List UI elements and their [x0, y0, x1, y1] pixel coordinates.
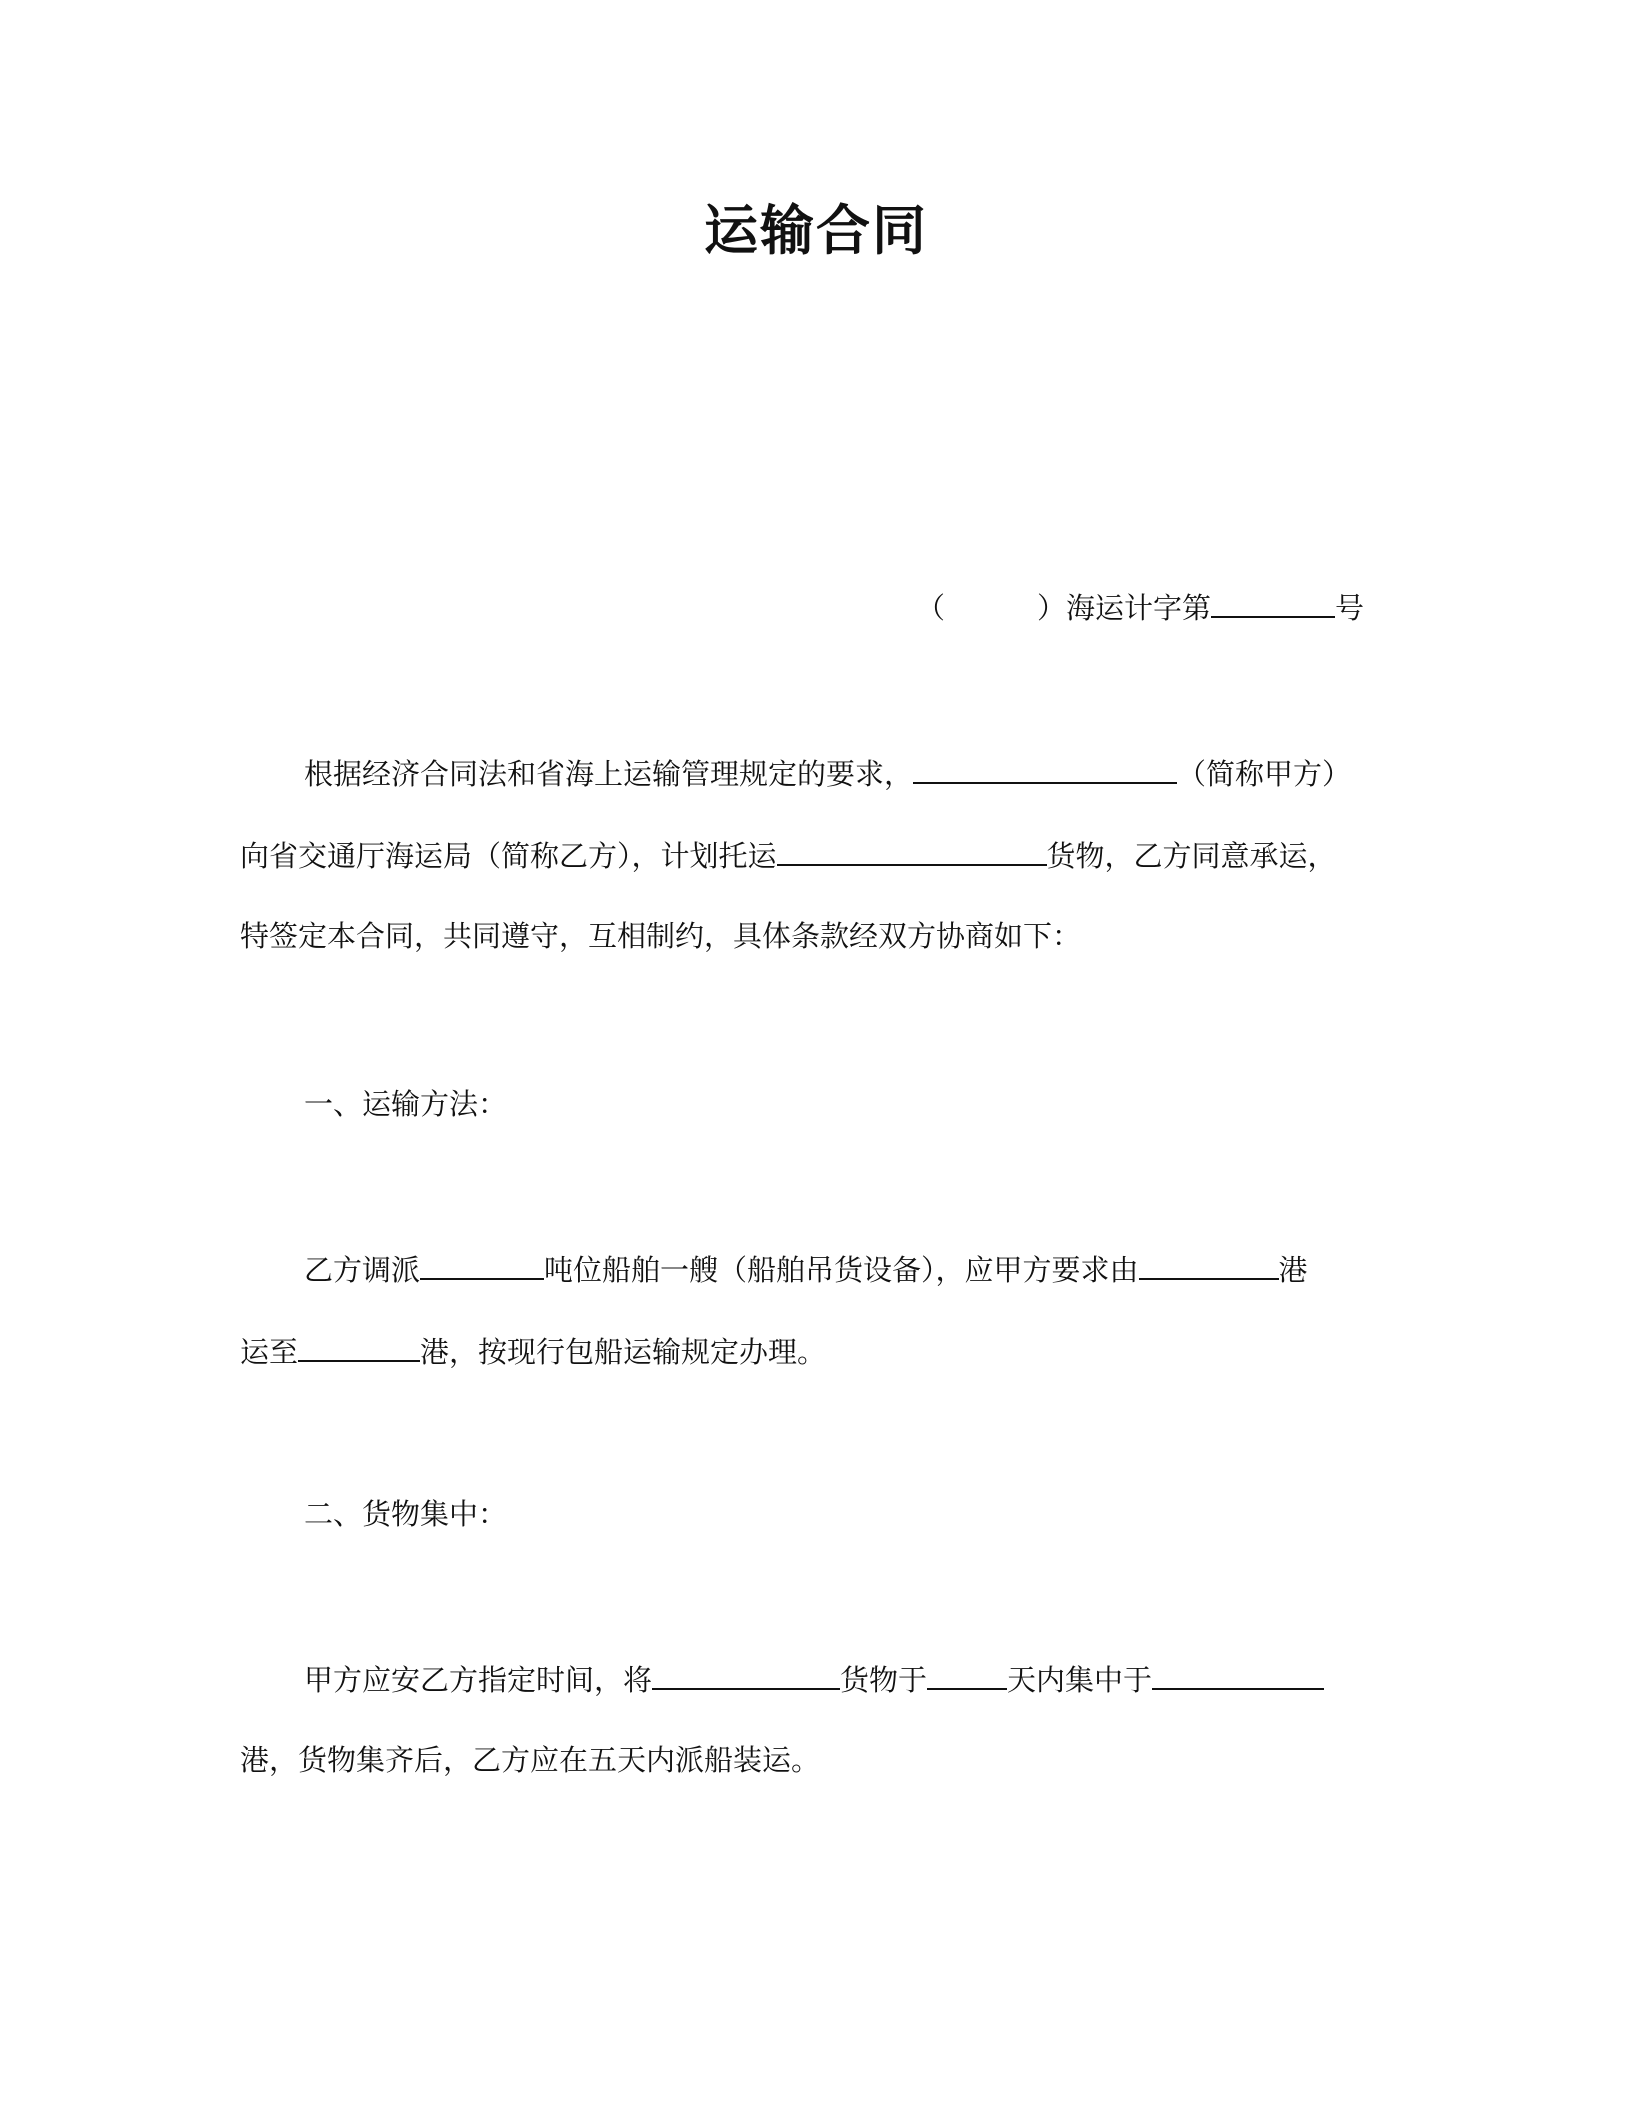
- section-1-text-c: 港: [1278, 1253, 1308, 1287]
- ref-suffix: 号: [1335, 591, 1365, 625]
- party-a-name-blank: [913, 752, 1177, 784]
- preamble-line-1: [304, 752, 1351, 794]
- preamble-text-3: 特签定本合同，共同遵守，互相制约，具体条款经双方协商如下：: [240, 919, 1082, 953]
- section-1-text-a: 乙方调派: [304, 1253, 421, 1287]
- ref-label: ）海运计字第: [1037, 591, 1212, 625]
- destination-port-blank: [298, 1330, 420, 1362]
- section-2-line-1: [304, 1658, 1324, 1700]
- preamble-line-3: [240, 916, 1081, 956]
- gathering-port-blank: [1152, 1658, 1324, 1690]
- section-1-heading-text: 一、运输方法：: [304, 1087, 508, 1121]
- section-1-heading: [304, 1084, 507, 1124]
- section-2-heading: [304, 1494, 507, 1534]
- section-1-text-d: 运至: [240, 1335, 299, 1369]
- origin-port-blank: [1139, 1248, 1279, 1280]
- document-title: 运输合同: [704, 199, 928, 262]
- section-2-text-a: 甲方应安乙方指定时间，将: [304, 1663, 653, 1697]
- section-2-text-c: 天内集中于: [1007, 1663, 1153, 1697]
- days-blank: [927, 1658, 1007, 1690]
- section-2-heading-text: 二、货物集中：: [304, 1497, 508, 1531]
- preamble-suffix-1: （简称甲方）: [1177, 757, 1352, 791]
- ref-number-blank: [1211, 586, 1335, 618]
- ref-open-paren: （: [916, 591, 946, 625]
- cargo-blank: [777, 834, 1047, 866]
- section-1-text-e: 港，按现行包船运输规定办理。: [420, 1335, 827, 1369]
- section-2-text-d: 港，货物集齐后，乙方应在五天内派船装运。: [240, 1743, 821, 1777]
- section-2-text-b: 货物于: [840, 1663, 928, 1697]
- tonnage-blank: [420, 1248, 544, 1280]
- cargo-name-blank: [652, 1658, 840, 1690]
- reference-number-line: [916, 586, 1364, 628]
- preamble-line-2: [240, 834, 1337, 876]
- section-2-line-2: [240, 1740, 820, 1780]
- preamble-suffix-2: 货物，乙方同意承运，: [1046, 839, 1337, 873]
- section-1-line-2: [240, 1330, 826, 1372]
- preamble-text-2: 向省交通厅海运局（简称乙方），计划托运: [240, 839, 777, 873]
- preamble-text-1: 根据经济合同法和省海上运输管理规定的要求，: [304, 757, 914, 791]
- section-1-text-b: 吨位船舶一艘（船舶吊货设备），应甲方要求由: [544, 1253, 1139, 1287]
- section-1-line-1: [304, 1248, 1308, 1290]
